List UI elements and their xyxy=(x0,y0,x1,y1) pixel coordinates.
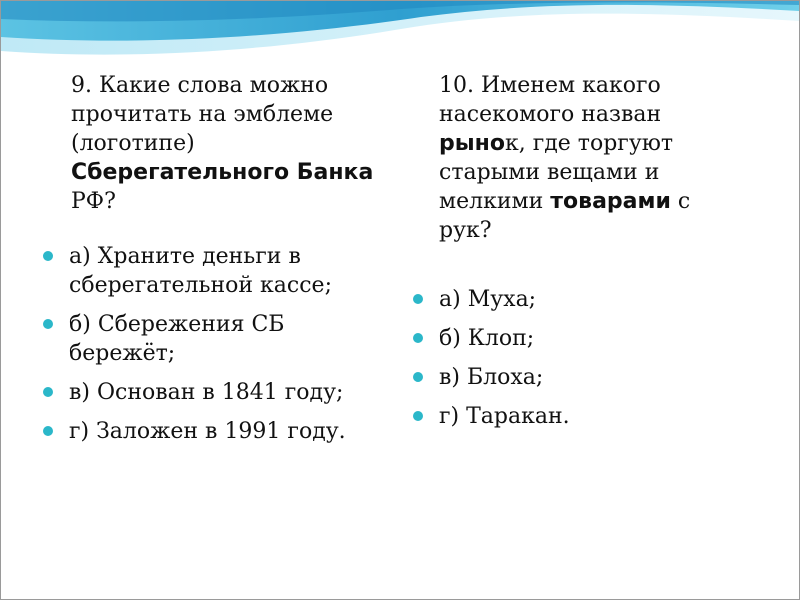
bullet-icon xyxy=(413,372,423,382)
question-10-bold: рыно xyxy=(439,131,505,156)
question-10-bold: товарами xyxy=(550,189,671,214)
question-10-line: 10. Именем какого xyxy=(439,73,661,98)
question-10-column xyxy=(411,71,791,441)
bullet-icon xyxy=(413,333,423,343)
answer-option xyxy=(41,417,386,446)
question-10-line: рук? xyxy=(439,218,492,243)
question-10 xyxy=(439,71,791,245)
question-10-line: старыми вещами и xyxy=(439,160,660,185)
bullet-icon xyxy=(413,411,423,421)
answer-option xyxy=(41,378,386,407)
answer-text: в) Основан в 1841 году; xyxy=(69,380,344,405)
question-9-bold: Сберегательного Банка xyxy=(71,160,374,185)
bullet-icon xyxy=(43,426,53,436)
answer-text: б) Клоп; xyxy=(439,326,535,351)
question-9-line: прочитать на эмблеме xyxy=(71,102,334,127)
answer-text: а) Храните деньги в сберегательной кассе; xyxy=(69,244,332,298)
question-9-line xyxy=(71,158,386,187)
wave-banner xyxy=(1,1,799,63)
bullet-icon xyxy=(43,319,53,329)
answers-9 xyxy=(41,242,386,446)
answer-text: г) Таракан. xyxy=(439,404,570,429)
question-9 xyxy=(71,71,386,216)
answer-option xyxy=(411,363,791,392)
answer-option xyxy=(41,242,386,300)
question-9-line: 9. Какие слова можно xyxy=(71,73,329,98)
question-10-line: рынок, где торгуют xyxy=(439,131,674,156)
answer-text: а) Муха; xyxy=(439,287,537,312)
answer-option xyxy=(411,285,791,314)
question-10-line: мелкими товарами с xyxy=(439,189,691,214)
answer-text: г) Заложен в 1991 году. xyxy=(69,419,346,444)
question-9-line: РФ? xyxy=(71,189,116,214)
answer-option xyxy=(41,310,386,368)
bullet-icon xyxy=(43,251,53,261)
answer-text: в) Блоха; xyxy=(439,365,544,390)
answer-option xyxy=(411,402,791,431)
question-9-column xyxy=(41,71,386,456)
answer-text: б) Сбережения СБ бережёт; xyxy=(69,312,285,366)
question-10-line: насекомого назван xyxy=(439,102,662,127)
question-9-line: (логотипе) xyxy=(71,131,195,156)
bullet-icon xyxy=(413,294,423,304)
bullet-icon xyxy=(43,387,53,397)
answer-option xyxy=(411,324,791,353)
answers-10 xyxy=(411,285,791,431)
